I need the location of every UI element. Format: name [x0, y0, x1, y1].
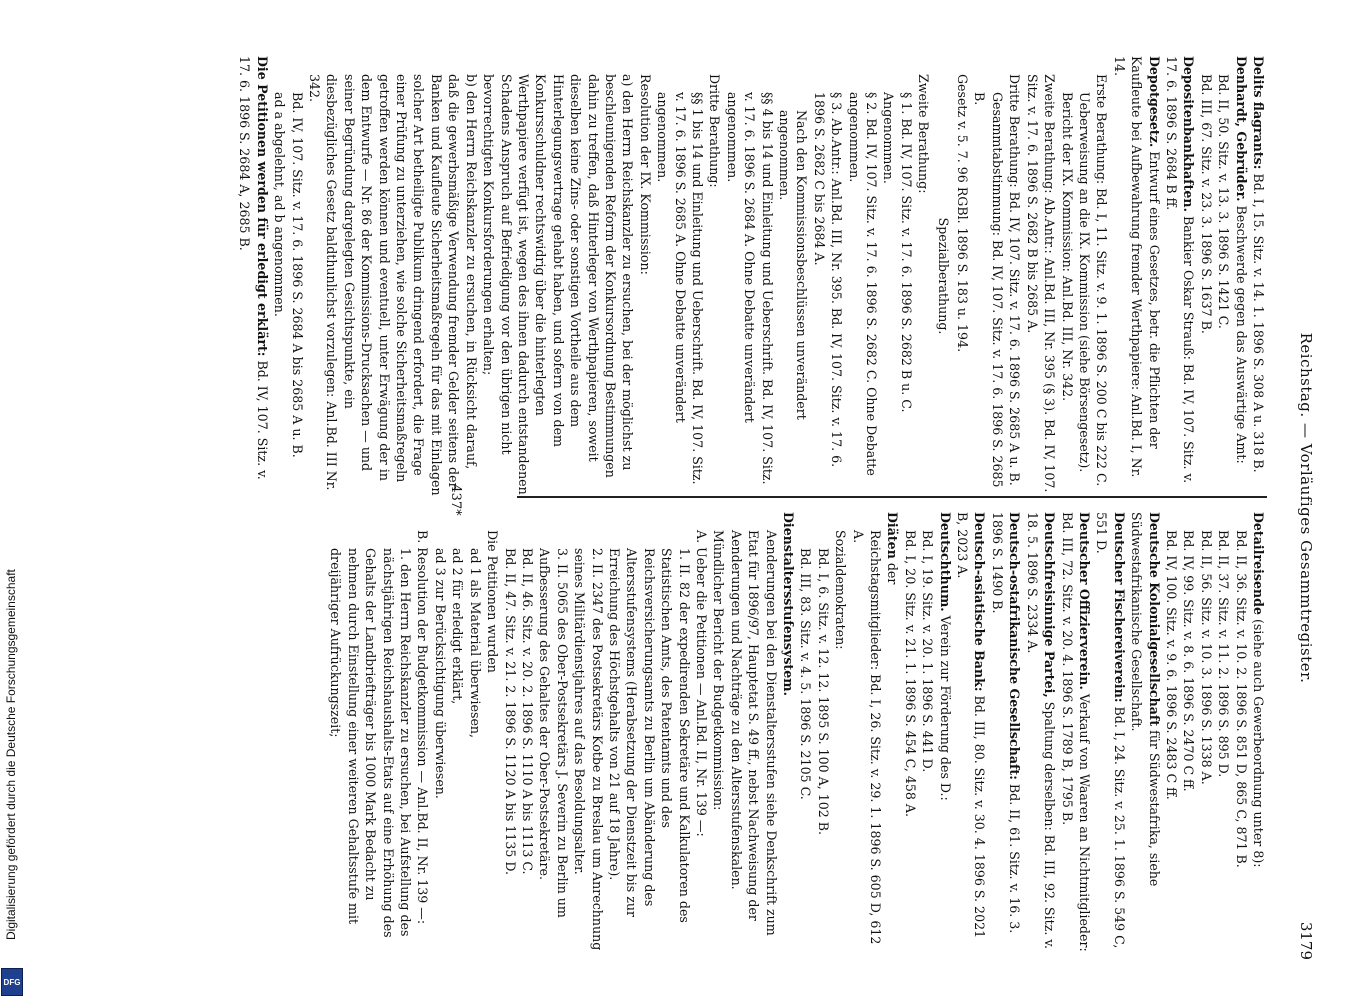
entry-keyword: Deutschthum.	[937, 512, 953, 612]
register-entry	[780, 512, 797, 952]
sub-entry: 1. II. 82 der expedirenden Sekretäre und Kalkulatoren des Statistischen Amts, des Patentamts und des Reichsversicherungsamts zu Berlin um Abänderung des Altersstufensystems (Herabsetzung der Dienstzeit bis zur Erreichung des Höchstgehalts von 21 auf 18 Jahre).	[606, 548, 692, 923]
entry-text: für Südwestafrika, siehe Südwestafrikanische Gesellschaft.	[1129, 512, 1162, 887]
register-entry	[884, 512, 901, 952]
sub-entry: Bd. IV, 100. Sitz. v. 9. 6. 1896 S. 2483 C ff.	[1163, 530, 1179, 800]
entry-text: Entwurf eines Gesetzes, betr. die Pflichten der Kaufleute bei Aufbewahrung fremder Werthpapiere: Anl.Bd. I, Nr. 14.	[1111, 56, 1162, 478]
entry-text: der	[885, 558, 901, 585]
sub-entry: Zweite Berathung:	[916, 74, 932, 194]
sub-entry: Resolution der IX. Kommission:	[637, 74, 653, 275]
register-entry	[236, 56, 271, 496]
sub-entry: Dritte Berathung: Bd. IV, 107. Sitz. v. 17. 6. 1896 S. 2685 A u. B.	[1007, 74, 1023, 486]
sub-entry: 3. II. 5065 des Ober-Postsekretärs J. Severin zu Berlin um Aufbesserung des Gehaltes der Ober-Postsekretäre.	[537, 548, 570, 918]
entry-keyword: Deutsche Kolonialgesellschaft	[1146, 512, 1162, 727]
sub-entry: Bd. I, 20. Sitz. v. 21. 1. 1896 S. 454 C, 458 A.	[902, 530, 918, 817]
sub-entry: Bd. I, 19. Sitz. v. 20. 1. 1896 S. 441 D.	[920, 530, 936, 773]
sub-entry: § 3. Ab.Antr.: Anl.Bd. III, Nr. 395. Bd. IV, 107. Sitz. v. 17. 6. 1896 S. 2682 C bis 2684 A.	[811, 92, 845, 468]
register-entry	[954, 512, 989, 952]
sub-entry: § 1. Bd. IV, 107. Sitz. v. 17. 6. 1896 S. 2682 B u. C. Angenommen.	[881, 92, 914, 413]
register-entry	[1232, 56, 1249, 496]
sub-entry: Reichstagsmitglieder: Bd. I, 26. Sitz. v. 29. 1. 1896 S. 605 D, 612 A.	[850, 530, 884, 945]
entry-keyword: Depotgesetz.	[1146, 56, 1162, 148]
sub-entry: Gesammtabstimmung: Bd. IV, 107. Sitz. v. 17. 6. 1896 S. 2685 B.	[972, 92, 1005, 488]
sub-entry: Bd. IV, 107. Sitz. v. 17. 6. 1896 S. 2684 A bis 2685 A u. B.	[289, 92, 305, 458]
page-footer-mark: 437*	[448, 484, 463, 516]
register-entry	[1110, 56, 1162, 496]
entry-text: Spaltung derselben: Bd. III, 92. Sitz. v. 18. 5. 1896 S. 2334 A.	[1024, 512, 1058, 949]
register-entry	[1058, 512, 1093, 952]
sub-entry: Erste Berathung: Bd. I, 11. Sitz. v. 9. 1. 1896 S. 200 C bis 222 C.	[1094, 74, 1110, 487]
entry-keyword: Deutschfreisinnige Partei,	[1042, 512, 1058, 698]
entry-text: Beschwerde gegen das Auswärtige Amt:	[1233, 201, 1249, 464]
entry-keyword: Detailreisende	[1251, 512, 1266, 615]
sub-entry: ad 2 für erledigt erklärt,	[450, 548, 466, 705]
register-entry	[1093, 512, 1128, 952]
entry-keyword: Diäten	[885, 512, 901, 559]
sub-entry: Bd. II, 37. Sitz. v. 11. 2. 1896 S. 895 D.	[1216, 530, 1232, 778]
entry-text: Bd. IV, 107. Sitz. v. 17. 6. 1896 S. 2684 A, 2685 B.	[237, 56, 270, 480]
entry-keyword: Die Petitionen werden für erledigt erklärt:	[254, 56, 270, 357]
sub-entry: Bd. III, 67. Sitz. v. 23. 3. 1896 S. 1637 B.	[1198, 74, 1214, 334]
sub-entry: ad 3 zur Berücksichtigung überwiesen.	[432, 548, 448, 799]
sub-entry: ad a abgelehnt, ad b angenommen.	[272, 92, 288, 317]
entry-keyword: Deutscher Offizierverein.	[1076, 512, 1092, 690]
register-entry	[1163, 56, 1198, 496]
entry-keyword: Deutscher Fischereiverein:	[1111, 512, 1127, 703]
credit-text: Digitalisierung gefördert durch die Deutsche Forschungsgemeinschaft	[4, 569, 18, 940]
sub-entry: Sozialdemokraten:	[833, 530, 849, 650]
entry-text: (siehe auch Gewerbeordnung unter 8):	[1251, 615, 1266, 868]
right-column	[327, 512, 1267, 952]
sub-entry: Bericht der IX. Kommission: Anl.Bd. III, Nr. 342.	[1059, 92, 1075, 402]
sub-entry: Bd. III, 83. Sitz. v. 4. 5. 1896 S. 2105 C.	[798, 548, 814, 800]
sub-entry: Zweite Berathung: Ab.Antr.: Anl.Bd. III, Nr. 395 (§ 3). Bd. IV, 107. Sitz. v. 17. 6. 1896 S. 2682 B bis 2685 A.	[1024, 74, 1058, 493]
entry-text: Bd. I, 24. Sitz. v. 25. 1. 1896 S. 549 C, 551 D.	[1094, 512, 1127, 949]
sub-entry: §§ 4 bis 14 und Einleitung und Ueberschrift. Bd. IV, 107. Sitz. v. 17. 6. 1896 S. 2684 A. Ohne Debatte unverändert angenommen.	[724, 92, 775, 485]
left-column	[236, 56, 1267, 496]
entry-keyword: Denhardt, Gebrüder.	[1233, 56, 1249, 202]
sub-entry: Bd. IV, 99. Sitz. v. 8. 6. 1896 S. 2470 C ff.	[1181, 530, 1197, 792]
section-heading: Spezialberathung.	[935, 217, 951, 335]
sub-entry: B. Resolution der Budgetkommission — Anl.Bd. II, Nr. 139 —:	[415, 530, 431, 925]
entry-text: Bd. III, 80. Sitz. v. 30. 4. 1896 S. 2021 B, 2023 A.	[955, 512, 988, 939]
sub-entry: Aenderungen bei den Dienstaltersstufen siehe Denkschrift zum Etat für 1896/97, Hauptetat S. 49 ff., nebst Nachweisung der Aenderungen und Nachträge zu den Altersstufenskalen.	[728, 530, 779, 936]
sub-entry: 2. II. 2347 des Postsekretärs Kotbe zu Breslau um Anrechnung seines Militärdienstjahres auf das Besoldungsalter.	[572, 548, 605, 951]
page-number: 3179	[1297, 921, 1315, 960]
page-title: Reichstag. — Vorläufiges Gesammtregister.	[1297, 332, 1315, 684]
sub-entry: Gesetz v. 5. 7. 96 RGBl. 1896 S. 183 u. 194.	[955, 74, 971, 353]
sub-entry: Ueberweisung an die IX. Kommission (siehe Börsengesetz).	[1076, 92, 1092, 473]
register-entry	[1128, 512, 1163, 952]
sub-entry: §§ 1 bis 14 und Einleitung und Ueberschrift. Bd. IV, 107. Sitz. v. 17. 6. 1896 S. 2685 A. Ohne Debatte unverändert angenommen.	[655, 92, 705, 485]
entry-keyword: Dienstaltersstufensystem.	[781, 512, 797, 696]
sub-entry: 1. den Herrn Reichskanzler zu ersuchen, bei Aufstellung des nächstjährigen Reichshaushalts-Etats auf eine Erhöhung des Gehalts der Landbriefträger bis 1000 Mark Bedacht zu nehmen durch Einstellung einer weiteren Gehaltsstufe mit dreijähriger Aufrückungszeit;	[328, 548, 414, 938]
register-entry	[1250, 56, 1267, 496]
entry-keyword: Depositenbankhaften.	[1181, 56, 1197, 212]
column-divider	[517, 496, 1267, 498]
sub-entry: a) den Herrn Reichskanzler zu ersuchen, bei der möglichst zu beschleunigenden Reform der Konkursordnung Bestimmungen dahin zu treffen, daß Hinterleger von Werthpapieren, soweit dieselben keine Zins- oder sonstigen Vortheile aus dem Hinterlegungsvertrage gehabt haben, und sofern von dem Konkursschuldner rechtswidrig über die hinterlegten Werthpapiere verfügt ist, wegen des ihnen dadurch entstandenen Schadens Anspruch auf Befriedigung vor den übrigen nicht bevorrechtigten Konkursforderungen erhalten;	[481, 74, 636, 495]
entry-text: Bd. II, 61. Sitz. v. 16. 3. 1896 S. 1490 B.	[989, 512, 1023, 934]
entry-text: Bankier Oskar Strauß: Bd. IV, 107. Sitz. v. 17. 6. 1896 S. 2684 B ff.	[1163, 56, 1197, 484]
register-entry	[989, 512, 1024, 952]
register-entry	[1250, 512, 1267, 952]
running-head	[1289, 56, 1315, 960]
sub-entry: Bd. I, 6. Sitz. v. 12. 12. 1895 S. 100 A, 102 B.	[815, 548, 831, 836]
sub-entry: Dritte Berathung:	[707, 74, 723, 188]
sub-entry: ad 1 als Material überwiesen,	[467, 548, 483, 739]
sub-entry: Bd. II, 47. Sitz. v. 21. 2. 1896 S. 1120 A bis 1135 D.	[502, 548, 518, 875]
entry-keyword: Deutsch-ostafrikanische Gesellschaft:	[1007, 512, 1023, 780]
sub-entry: b) den Herrn Reichskanzler zu ersuchen, in Rücksicht darauf, daß die gewerbsmäßige Verwendung fremder Gelder seitens der Banken und Kaufleute Sicherheitsmaßregeln für das mit Einlagen solcher Art betheiligte Publikum dringend erfordert, die Frage einer Prüfung zu unterziehen, wie solche Sicherheitsmaßregeln getroffen werden können und eventuell, unter Erwägung der in dem Entwurfe — Nr. 86 der Kommissions-Drucksachen — und seiner Begründung dargelegten Gesichtspunkte, ein diesbezügliches Gesetz baldthunlichst vorzulegen: Anl.Bd. III Nr. 342.	[307, 74, 479, 496]
register-entry	[936, 512, 953, 952]
sub-entry: Bd. II, 36. Sitz. v. 10. 2. 1896 S. 851 D, 865 C, 871 B.	[1233, 530, 1249, 868]
sub-entry: Mündlicher Bericht der Budgetkommission:	[711, 530, 727, 811]
dfg-logo: DFG	[1, 968, 23, 996]
sub-entry: § 2. Bd. IV, 107. Sitz. v. 17. 6. 1896 S. 2682 C. Ohne Debatte angenommen.	[846, 92, 880, 476]
entry-text: Bd. I, 15. Sitz. v. 14. 1. 1896 S. 308 A u. 318 B.	[1251, 169, 1266, 473]
entry-text: Verein zur Förderung des D.:	[937, 611, 953, 801]
register-entry	[1023, 512, 1058, 952]
sub-entry: Nach den Kommissionsbeschlüssen unverändert angenommen.	[777, 110, 810, 420]
sub-entry: Die Petitionen wurden	[485, 530, 501, 673]
sub-entry: Bd. II, 56. Sitz. v. 10. 3. 1896 S. 1338 A.	[1198, 530, 1214, 785]
entry-keyword: Delits flagrants:	[1251, 56, 1266, 170]
entry-text: Verkauf von Waaren an Nichtmitglieder: Bd. III, 72. Sitz. v. 20. 4. 1896 S. 1789 B, 1795 B.	[1059, 512, 1092, 952]
sub-entry: Bd. II, 46. Sitz. v. 20. 2. 1896 S. 1110 A bis 1113 C.	[519, 548, 535, 875]
entry-keyword: Deutsch-asiatische Bank:	[972, 512, 988, 692]
sub-entry: Bd. II, 50. Sitz. v. 13. 3. 1896 S. 1421 C.	[1216, 74, 1232, 329]
sub-entry: A. Ueber die Petitionen — Anl.Bd. II, Nr. 139 —:	[694, 530, 709, 837]
digitization-credit	[1, 60, 23, 996]
